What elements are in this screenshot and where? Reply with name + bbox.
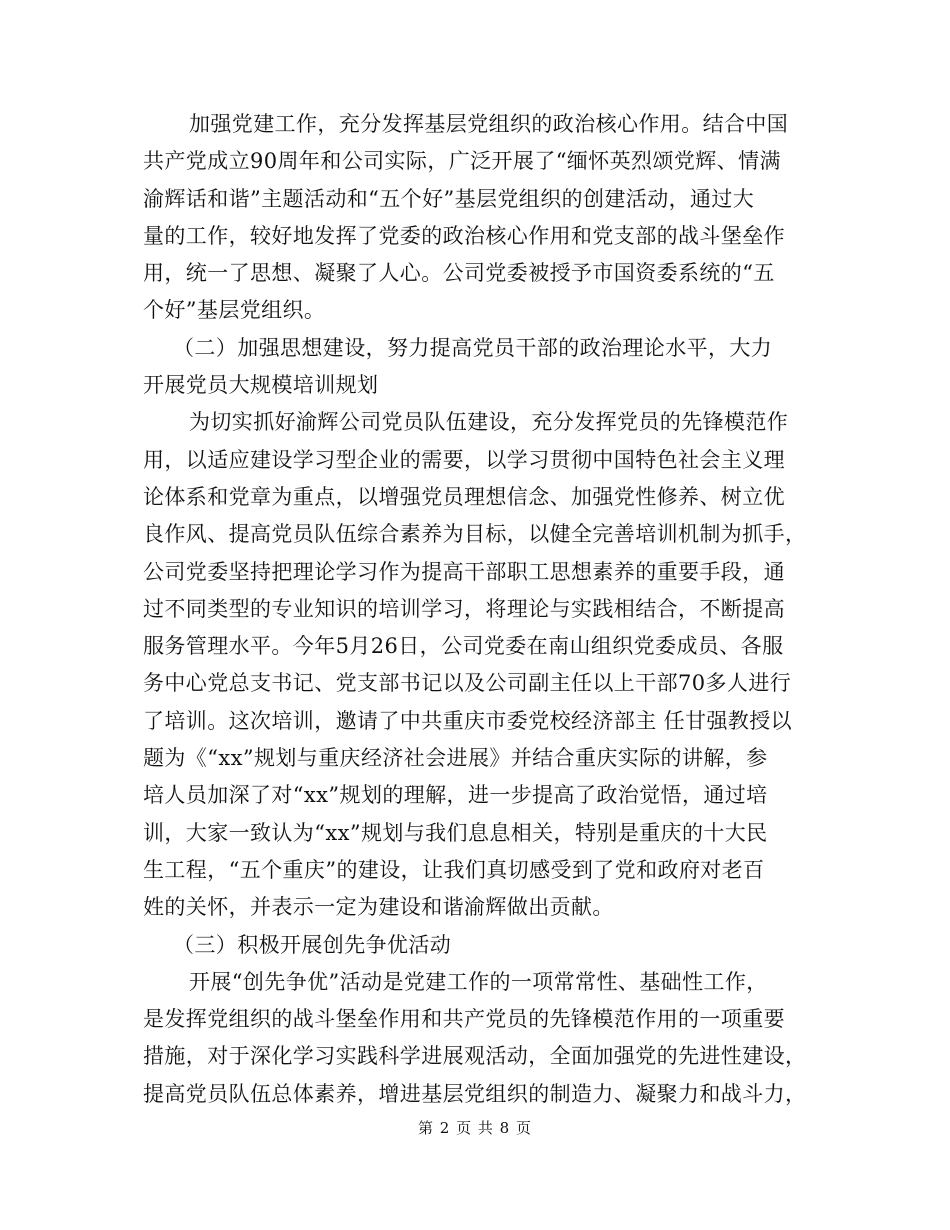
text-line: 姓的关怀，并表示一定为建设和谐渝辉做出贡献。 <box>143 895 614 920</box>
page-number-footer: 第 2 页 共 8 页 <box>418 1119 532 1137</box>
text-line: 了培训。这次培训，邀请了中共重庆市委党校经济部主 任甘强教授以 <box>143 708 793 733</box>
document-body <box>143 106 808 1113</box>
text-line: 公司党委坚持把理论学习作为提高干部职工思想素养的重要手段，通 <box>143 559 785 584</box>
text-line: 论体系和党章为重点，以增强党员理想信念、加强党性修养、树立优 <box>143 484 785 509</box>
text-line: 题为《“xx”规划与重庆经济社会进展》并结合重庆实际的讲解，参 <box>143 746 768 771</box>
section-heading-three: （三）积极开展创先争优活动 <box>173 932 452 957</box>
text-line: 量的工作，较好地发挥了党委的政治核心作用和党支部的战斗堡垒作 <box>143 223 785 248</box>
text-line: 务中心党总支书记、党支部书记以及公司副主任以上干部70多人进行 <box>143 671 792 696</box>
text-line: 过不同类型的专业知识的培训学习，将理论与实践相结合，不断提高 <box>143 596 785 621</box>
text-line: 个好”基层党组织。 <box>143 298 326 323</box>
text-line: 生工程，“五个重庆”的建设，让我们真切感受到了党和政府对老百 <box>143 857 765 882</box>
section-heading-two-continued: 开展党员大规模培训规划 <box>143 373 379 398</box>
text-line: 训，大家一致认为“xx”规划与我们息息相关，特别是重庆的十大民 <box>143 820 768 845</box>
text-line: 提高党员队伍总体素养，增进基层党组织的制造力、凝聚力和战斗力， <box>143 1081 807 1106</box>
text-line: 渝辉话和谐”主题活动和“五个好”基层党组织的创建活动，通过大 <box>143 186 755 211</box>
text-line: 为切实抓好渝辉公司党员队伍建设，充分发挥党员的先锋模范作 <box>189 410 789 435</box>
text-line: 共产党成立90周年和公司实际，广泛开展了“缅怀英烈颂党辉、情满 <box>143 149 781 174</box>
text-line: 措施，对于深化学习实践科学进展观活动，全面加强党的先进性建设， <box>143 1044 807 1069</box>
text-line: 加强党建工作，充分发挥基层党组织的政治核心作用。结合中国 <box>189 112 789 136</box>
text-line: 良作风、提高党员队伍综合素养为目标，以健全完善培训机制为抓手， <box>143 522 807 547</box>
text-line: 服务管理水平。今年5月26日，公司党委在南山组织党委成员、各服 <box>143 634 784 659</box>
text-line: 开展“创先争优”活动是党建工作的一项常常性、基础性工作， <box>189 969 768 994</box>
text-line: 培人员加深了对“xx”规划的理解，进一步提高了政治觉悟，通过培 <box>143 783 768 808</box>
section-heading-two: （二）加强思想建设，努力提高党员干部的政治理论水平，大力 <box>173 335 773 360</box>
text-line: 用，统一了思想、凝聚了人心。公司党委被授予市国资委系统的“五 <box>143 261 775 286</box>
text-line: 用，以适应建设学习型企业的需要，以学习贯彻中国特色社会主义理 <box>143 447 785 472</box>
text-line: 是发挥党组织的战斗堡垒作用和共产党员的先锋模范作用的一项重要 <box>143 1007 785 1032</box>
